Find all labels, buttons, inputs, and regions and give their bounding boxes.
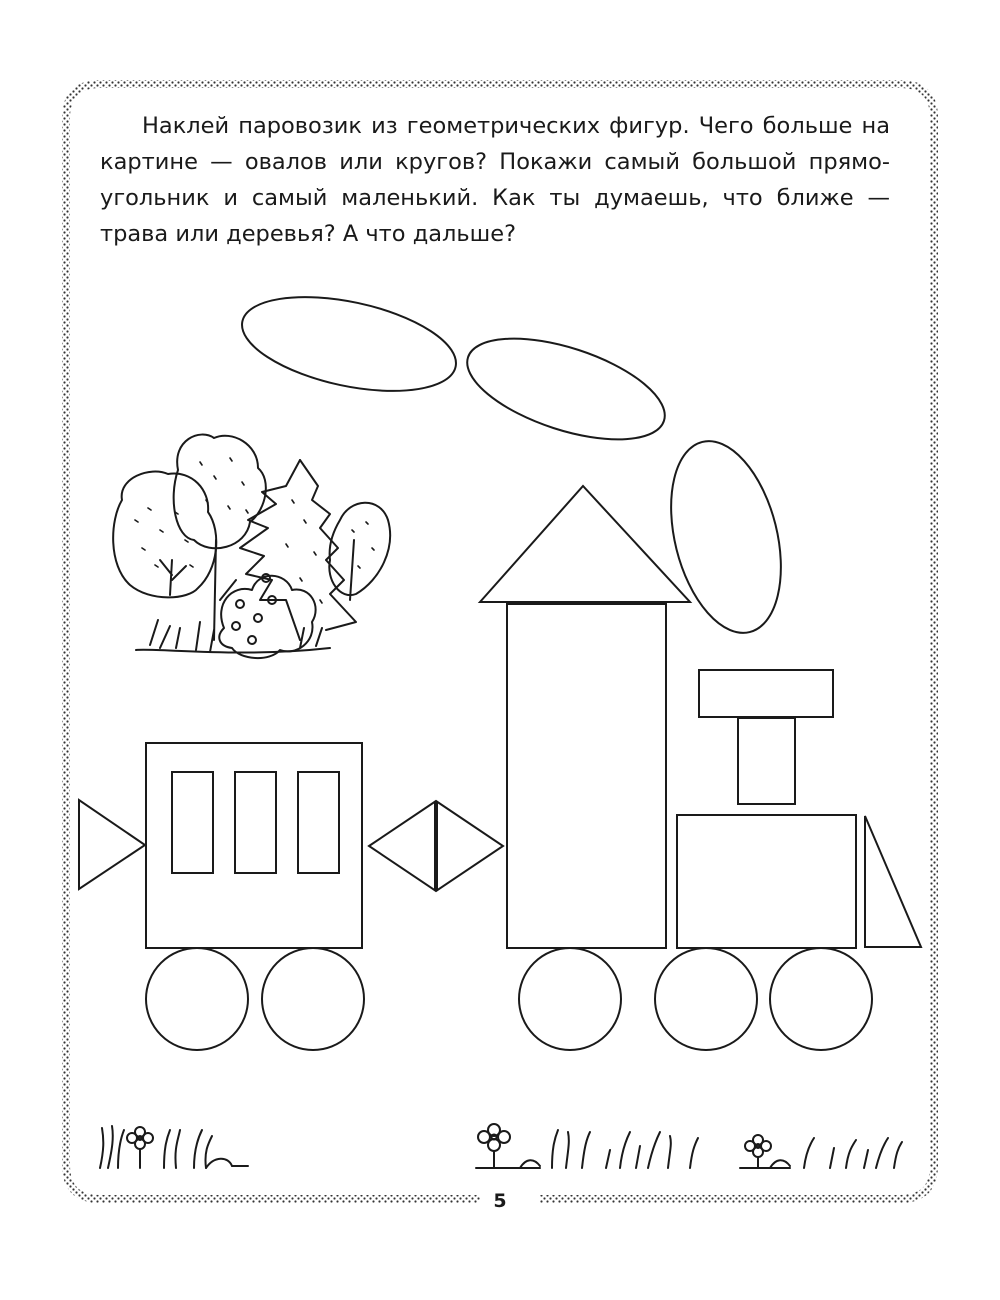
page-number: 5 <box>493 1190 507 1212</box>
instruction-line: Наклей паровозик из геометрических фигур. Чего больше на <box>142 113 890 139</box>
instruction-line: трава или деревья? А что дальше? <box>100 221 517 247</box>
grass-flower-icon <box>740 1135 902 1168</box>
grass-flower-icon <box>100 1126 248 1168</box>
grass-flower-icon <box>476 1124 698 1168</box>
instruction-line: картине — овалов или кругов? Покажи самый большой прямо- <box>100 149 890 175</box>
instruction-line: угольник и самый маленький. Как ты думаешь, что ближе — <box>100 185 890 211</box>
